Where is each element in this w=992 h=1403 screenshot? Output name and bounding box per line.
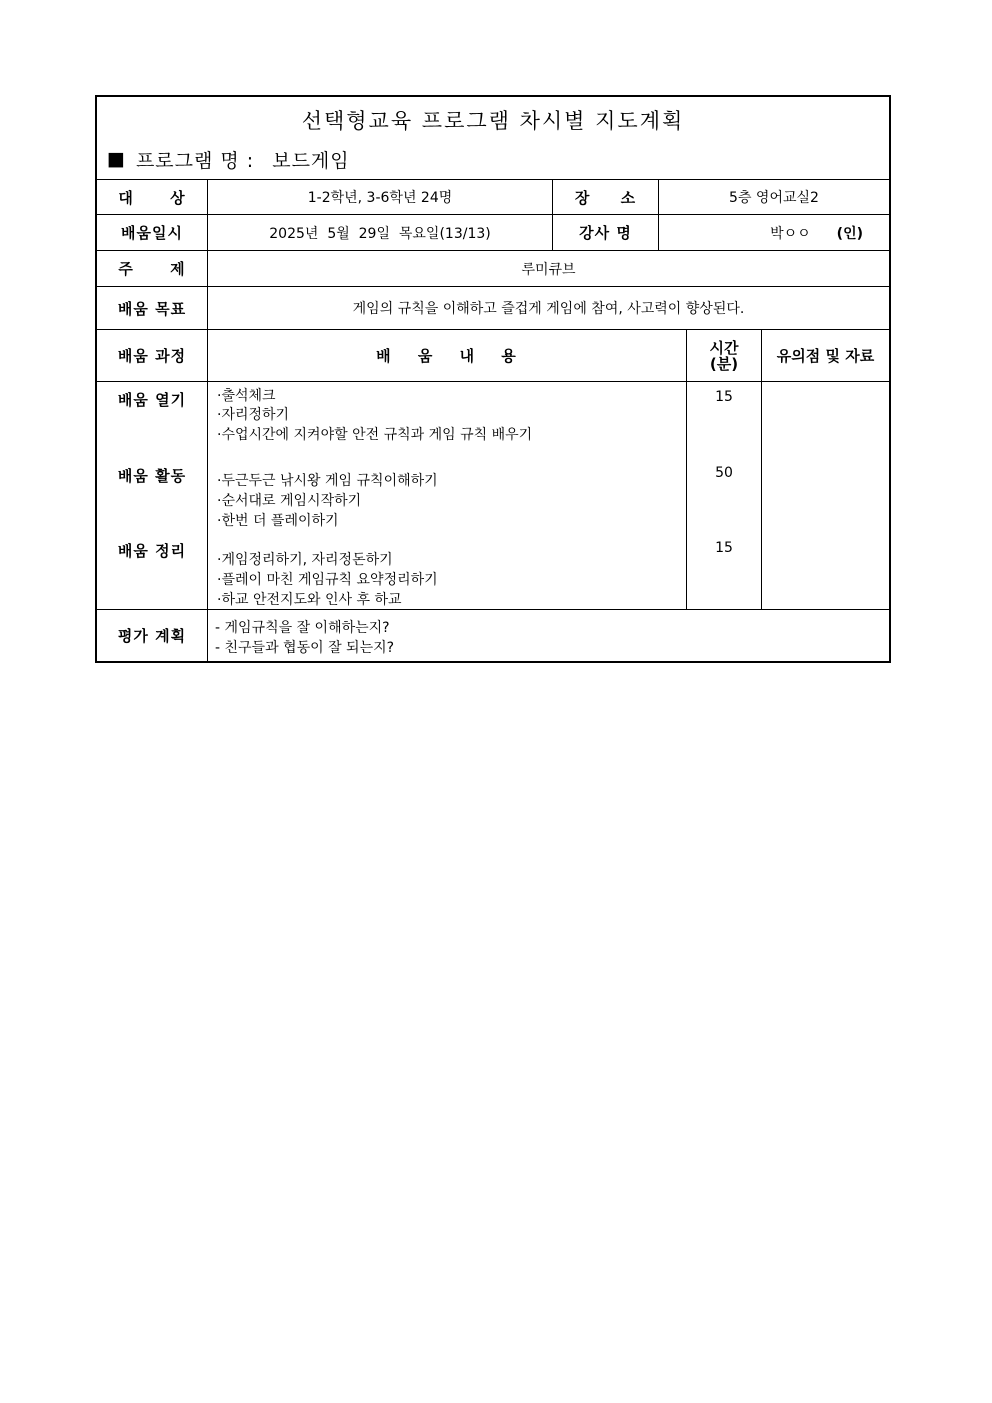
list-item: ·순서대로 게임시작하기 bbox=[217, 493, 362, 509]
teacher-name: 박ㅇㅇ bbox=[770, 225, 811, 242]
evaluation-label: 평가 계획 bbox=[117, 627, 187, 645]
stage-time: 15 bbox=[715, 540, 733, 556]
time-header-line2: (분) bbox=[709, 354, 739, 373]
document-title: 선택형교육 프로그램 차시별 지도계획 bbox=[301, 109, 685, 133]
stage-time: 50 bbox=[715, 465, 733, 481]
goal-value: 게임의 규칙을 이해하고 즐겁게 게임에 참여, 사고력이 향상된다. bbox=[352, 301, 745, 317]
program-label: 프로그램 명 : bbox=[135, 149, 255, 172]
theme-value: 루미큐브 bbox=[521, 261, 576, 278]
place-label: 장 소 bbox=[574, 188, 637, 207]
teacher-label: 강사 명 bbox=[579, 224, 632, 242]
notes-header: 유의점 및 자료 bbox=[776, 347, 875, 365]
evaluation-item: - 친구들과 협동이 잘 되는지? bbox=[215, 640, 395, 656]
target-value: 1-2학년, 3-6학년 24명 bbox=[307, 190, 453, 206]
program-line bbox=[107, 145, 350, 173]
goal-label: 배움 목표 bbox=[117, 299, 187, 318]
list-item: ·자리정하기 bbox=[217, 407, 290, 423]
list-item: ·출석체크 bbox=[217, 388, 276, 404]
list-item: ·하교 안전지도와 인사 후 하교 bbox=[217, 592, 402, 608]
stage-name: 배움 정리 bbox=[117, 542, 187, 560]
date-label: 배움일시 bbox=[121, 224, 183, 242]
list-item: ·두근두근 낚시왕 게임 규칙이해하기 bbox=[217, 473, 438, 489]
stage-time: 15 bbox=[715, 389, 733, 405]
evaluation-item: - 게임규칙을 잘 이해하는지? bbox=[215, 620, 390, 636]
square-bullet-icon: ■ bbox=[107, 148, 126, 170]
date-value: 2025년 5월 29일 목요일(13/13) bbox=[269, 225, 491, 242]
lesson-plan-table bbox=[95, 95, 891, 663]
teacher-value bbox=[659, 215, 889, 250]
place-value: 5층 영어교실2 bbox=[729, 190, 819, 206]
program-name: 보드게임 bbox=[272, 149, 350, 172]
process-header: 배움 과정 bbox=[117, 347, 187, 365]
target-label: 대 상 bbox=[118, 188, 186, 207]
teacher-seal: (인) bbox=[836, 225, 863, 242]
theme-label: 주 제 bbox=[118, 260, 186, 278]
time-header-line1: 시간 bbox=[709, 338, 739, 357]
list-item: ·게임정리하기, 자리정돈하기 bbox=[217, 552, 393, 568]
stage-name: 배움 활동 bbox=[117, 467, 187, 485]
list-item: ·플레이 마친 게임규칙 요약정리하기 bbox=[217, 572, 438, 588]
stage-name: 배움 열기 bbox=[117, 391, 187, 409]
time-header bbox=[687, 330, 761, 381]
content-header: 배 움 내 용 bbox=[376, 347, 518, 365]
list-item: ·한번 더 플레이하기 bbox=[217, 513, 339, 529]
list-item: ·수업시간에 지켜야할 안전 규칙과 게임 규칙 배우기 bbox=[217, 427, 533, 443]
